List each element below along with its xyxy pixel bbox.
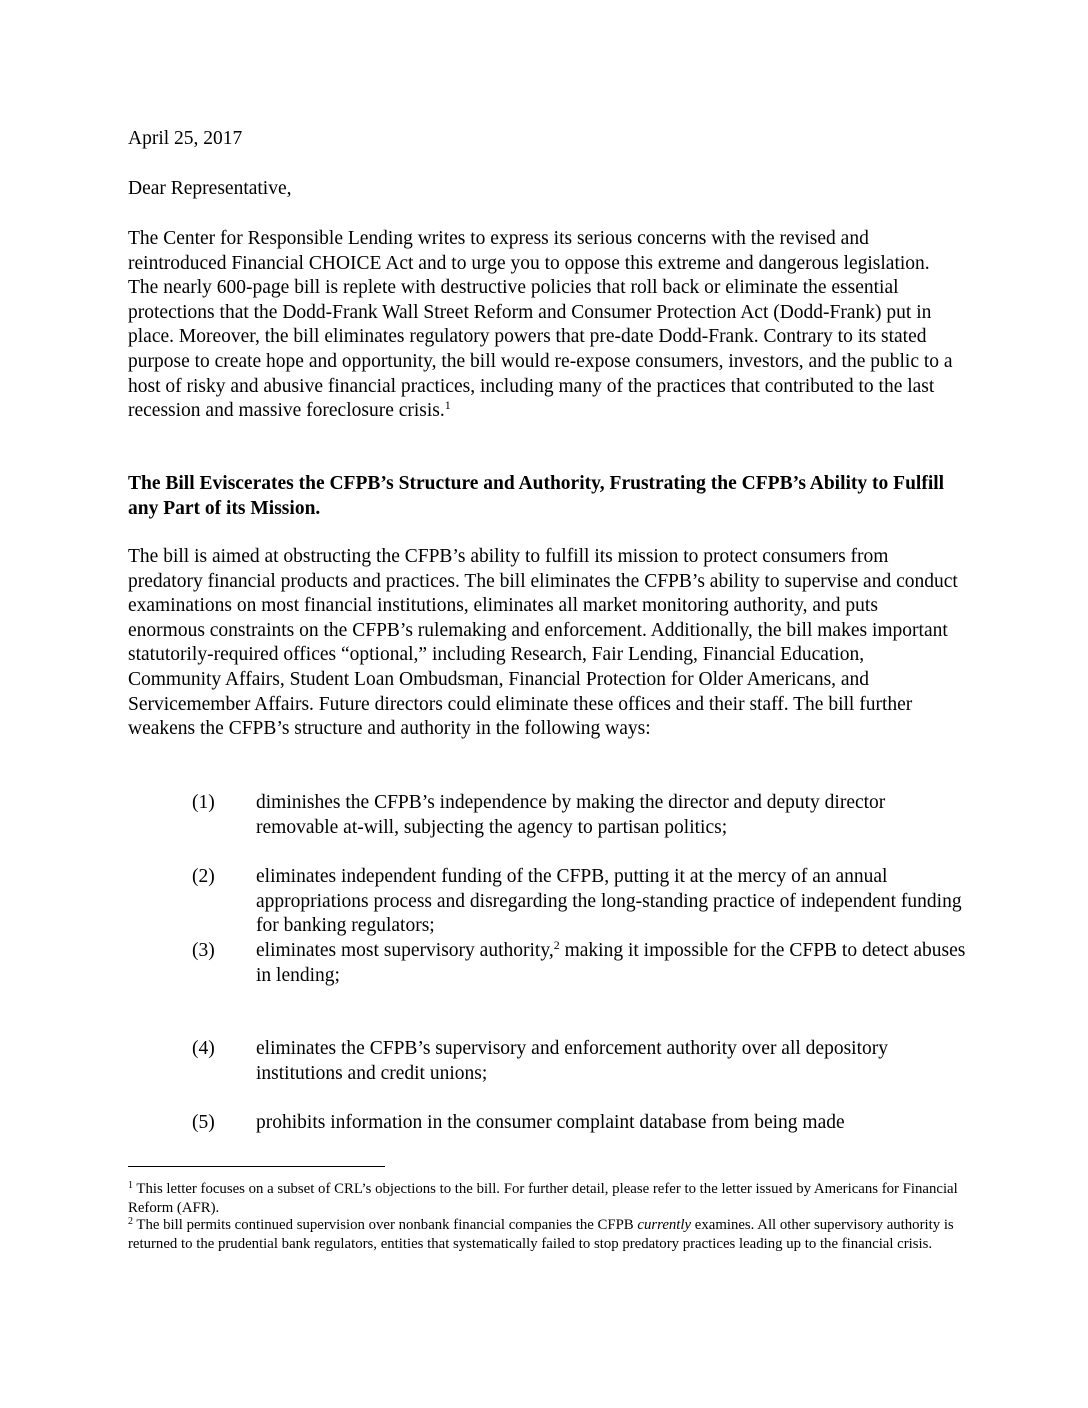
intro-text: The Center for Responsible Lending writes to express its serious concerns with the revised and reintroduced Financial CHOICE Act and to urge you to oppose this extreme and dangerous legislation. The nearly 600-page bill is replete with destructive policies that roll back or eliminate the essential protections that the Dodd-Frank Wall Street Reform and Consumer Protection Act (Dodd-Frank) put in place. Moreover, the bill eliminates regulatory powers that pre-date Dodd-Frank. Contrary to its stated purpose to create hope and opportunity, the bill would re-expose consumers, investors, and the public to a host of risky and abusive financial practices, including many of the practices that contributed to the last recession and massive foreclosure crisis.: [128, 228, 953, 422]
section-heading: The Bill Eviscerates the CFPB’s Structure and Authority, Frustrating the CFPB’s Ability to Fulfill any Part of its Mission.: [128, 473, 945, 519]
list-number: (5): [192, 1112, 215, 1133]
salutation: Dear Representative,: [128, 178, 292, 199]
list-text: eliminates the CFPB’s supervisory and enforcement authority over all depository institutions and credit unions;: [256, 1038, 888, 1084]
list-text: eliminates independent funding of the CFPB, putting it at the mercy of an annual appropriations process and disregarding the long-standing practice of independent funding for banking regulators;: [256, 866, 962, 937]
list-text: [256, 939, 966, 988]
footnote-divider: [128, 1166, 385, 1167]
letter-date: April 25, 2017: [128, 128, 243, 149]
footnote-2: [128, 1216, 958, 1253]
intro-paragraph: [128, 227, 958, 424]
list-number: (2): [192, 866, 215, 887]
list-text-before: eliminates most supervisory authority,: [256, 940, 554, 961]
footnote-text-before: The bill permits continued supervision over nonbank financial companies the CFPB: [133, 1217, 638, 1233]
list-text: diminishes the CFPB’s independence by making the director and deputy director removable at-will, subjecting the agency to partisan politics;: [256, 792, 886, 838]
footnote-text: This letter focuses on a subset of CRL’s objections to the bill. For further detail, please refer to the letter issued by Americans for Financial Reform (AFR).: [128, 1181, 958, 1216]
list-text: prohibits information in the consumer complaint database from being made: [256, 1112, 845, 1133]
list-number: (3): [192, 940, 215, 961]
footnote-ref-1[interactable]: 1: [444, 398, 451, 413]
footnote-1: [128, 1180, 958, 1217]
footnote-text-after: examines. All other supervisory authority is returned to the prudential bank regulators, entities that systematically failed to stop predatory practices leading up to the financial crisis.: [128, 1217, 954, 1252]
footnote-number: 1: [128, 1180, 133, 1191]
footnote-number: 2: [128, 1216, 133, 1227]
list-number: (1): [192, 792, 215, 813]
body-paragraph: The bill is aimed at obstructing the CFPB’s ability to fulfill its mission to protect consumers from predatory financial products and practices. The bill eliminates the CFPB’s ability to supervise and conduct examinations on most financial institutions, eliminates all market monitoring authority, and puts enormous constraints on the CFPB’s rulemaking and enforcement. Additionally, the bill makes important statutorily-required offices “optional,” including Research, Fair Lending, Financial Education, Community Affairs, Student Loan Ombudsman, Financial Protection for Older Americans, and Servicemember Affairs. Future directors could eliminate these offices and their staff. The bill further weakens the CFPB’s structure and authority in the following ways:: [128, 546, 958, 740]
list-text-after: making it impossible for the CFPB to detect abuses in lending;: [256, 940, 966, 986]
list-number: (4): [192, 1038, 215, 1059]
footnote-ref-2[interactable]: 2: [553, 938, 560, 952]
footnote-emphasis: currently: [637, 1217, 692, 1233]
